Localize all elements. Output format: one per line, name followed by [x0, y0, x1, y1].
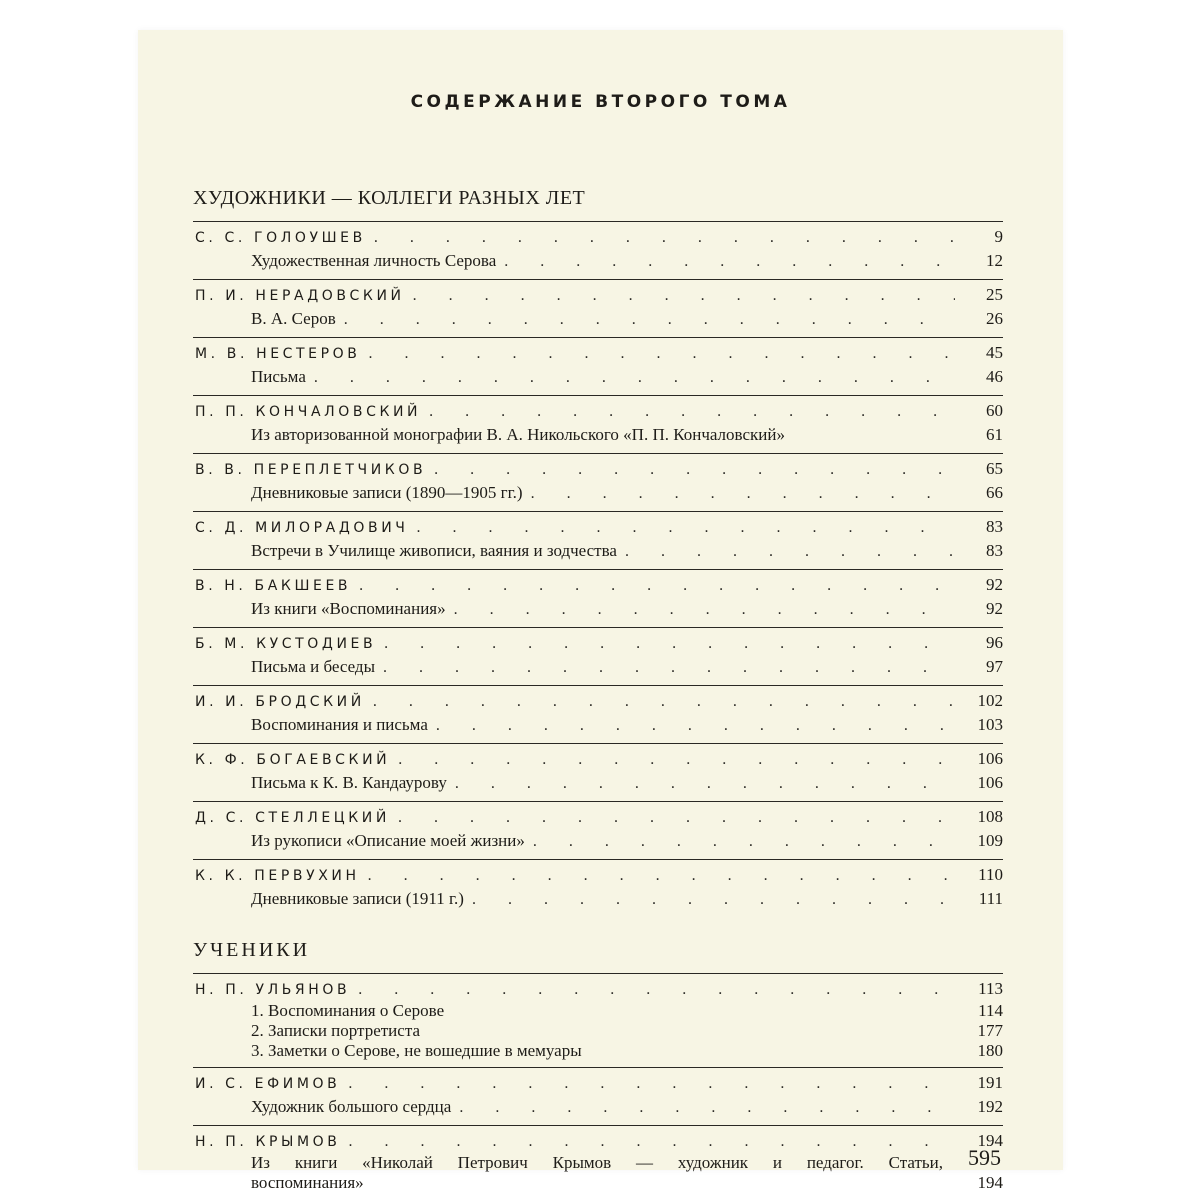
toc-entry-stelletsky [193, 801, 1003, 853]
page-ref: 25 [986, 285, 1003, 304]
page-ref: 45 [986, 343, 1003, 362]
author-name: И. С. ЕФИМОВ [195, 1076, 341, 1092]
author-name: И. И. БРОДСКИЙ [195, 694, 365, 710]
work-title: Дневниковые записи (1890—1905 гг.) [251, 483, 523, 502]
page-ref: 60 [986, 401, 1003, 420]
toc-entry-perepletchikov [193, 453, 1003, 505]
work-title: 1. Воспоминания о Серове [251, 1001, 445, 1020]
page-ref: 194 [977, 1173, 1003, 1192]
author-name: В. Н. БАКШЕЕВ [195, 578, 352, 594]
section-title: УЧЕНИКИ [193, 939, 311, 961]
page-ref: 83 [986, 517, 1003, 536]
author-name: П. И. НЕРАДОВСКИЙ [195, 288, 405, 304]
work-title: 3. Заметки о Серове, не вошедшие в мемуары [251, 1041, 582, 1060]
page-ref: 92 [986, 599, 1003, 618]
author-name: К. Ф. БОГАЕВСКИЙ [195, 752, 391, 768]
page-ref: 65 [986, 459, 1003, 478]
page-ref: 66 [986, 483, 1003, 502]
toc-entry-konchalovsky [193, 395, 1003, 447]
page-title: СОДЕРЖАНИЕ ВТОРОГО ТОМА [410, 92, 791, 112]
page-ref: 106 [977, 749, 1003, 768]
toc-entry-efimov [193, 1067, 1003, 1119]
toc-entry-baksheev [193, 569, 1003, 621]
page-ref: 12 [986, 251, 1003, 270]
page-ref: 92 [986, 575, 1003, 594]
author-name: К. К. ПЕРВУХИН [195, 868, 360, 884]
work-title: Письма [251, 367, 306, 386]
page-ref: 114 [978, 1001, 1003, 1020]
toc-entry-miloradovich [193, 511, 1003, 563]
book-page [138, 30, 1063, 1192]
section-title: ХУДОЖНИКИ — КОЛЛЕГИ РАЗНЫХ ЛЕТ [193, 187, 586, 209]
section-colleagues [193, 185, 1003, 911]
toc-entry-pervukhin [193, 859, 1003, 911]
toc-entry-ulyanov [193, 973, 1003, 1061]
toc-entry-bogaevsky [193, 743, 1003, 795]
page-ref: 180 [977, 1041, 1003, 1060]
page-ref: 113 [978, 979, 1003, 998]
page-ref: 26 [986, 309, 1003, 328]
section-students [193, 937, 1003, 1193]
page-ref: 108 [977, 807, 1003, 826]
work-title: 2. Записки портретиста [251, 1021, 420, 1040]
author-name: Б. М. КУСТОДИЕВ [195, 636, 377, 652]
toc-entry-kustodiev [193, 627, 1003, 679]
page-ref: 194 [977, 1131, 1003, 1150]
table-of-contents [193, 185, 1003, 1199]
toc-entry-golousheв [193, 221, 1003, 273]
author-name: С. С. ГОЛОУШЕВ [195, 230, 366, 246]
page-ref: 111 [978, 889, 1003, 908]
page-ref: 177 [977, 1021, 1003, 1040]
work-title: Письма и беседы [251, 657, 375, 676]
author-name: М. В. НЕСТЕРОВ [195, 346, 361, 362]
work-title: Письма к К. В. Кандаурову [251, 773, 447, 792]
work-title-continued: воспоминания» [251, 1173, 364, 1192]
page-number: 595 [968, 1145, 1001, 1170]
work-title: Художник большого сердца [251, 1097, 452, 1116]
page-ref: 103 [977, 715, 1003, 734]
work-title: Из авторизованной монографии В. А. Никольского «П. П. Кончаловский» [251, 425, 785, 444]
work-title: Из книги «Воспоминания» [251, 599, 446, 618]
author-name: Н. П. УЛЬЯНОВ [195, 982, 351, 998]
page-ref: 46 [986, 367, 1003, 386]
page-ref: 96 [986, 633, 1003, 652]
page-ref: 192 [977, 1097, 1003, 1116]
page-ref: 97 [986, 657, 1003, 676]
page-ref: 61 [986, 425, 1003, 444]
page-ref: 191 [977, 1073, 1003, 1092]
page-ref: 102 [977, 691, 1003, 710]
toc-entry-brodsky [193, 685, 1003, 737]
toc-entry-neradovsky [193, 279, 1003, 331]
author-name: С. Д. МИЛОРАДОВИЧ [195, 520, 409, 536]
page-ref: 109 [977, 831, 1003, 850]
author-name: Н. П. КРЫМОВ [195, 1134, 341, 1150]
page-ref: 83 [986, 541, 1003, 560]
author-name: П. П. КОНЧАЛОВСКИЙ [195, 404, 422, 420]
work-title: Воспоминания и письма [251, 715, 428, 734]
work-title: В. А. Серов [251, 309, 336, 328]
toc-entry-nesterov [193, 337, 1003, 389]
work-title: Художественная личность Серова [251, 251, 497, 270]
toc-entry-krymov [193, 1125, 1003, 1193]
work-title: Из рукописи «Описание моей жизни» [251, 831, 525, 850]
page-ref: 9 [994, 227, 1003, 246]
author-name: В. В. ПЕРЕПЛЕТЧИКОВ [195, 462, 427, 478]
page-ref: 110 [978, 865, 1003, 884]
page-ref: 106 [977, 773, 1003, 792]
work-title: Дневниковые записи (1911 г.) [251, 889, 464, 908]
author-name: Д. С. СТЕЛЛЕЦКИЙ [195, 810, 390, 826]
work-title: Из книги «Николай Петрович Крымов — художник и педагог. Статьи, [251, 1153, 943, 1172]
work-title: Встречи в Училище живописи, ваяния и зодчества [251, 541, 617, 560]
